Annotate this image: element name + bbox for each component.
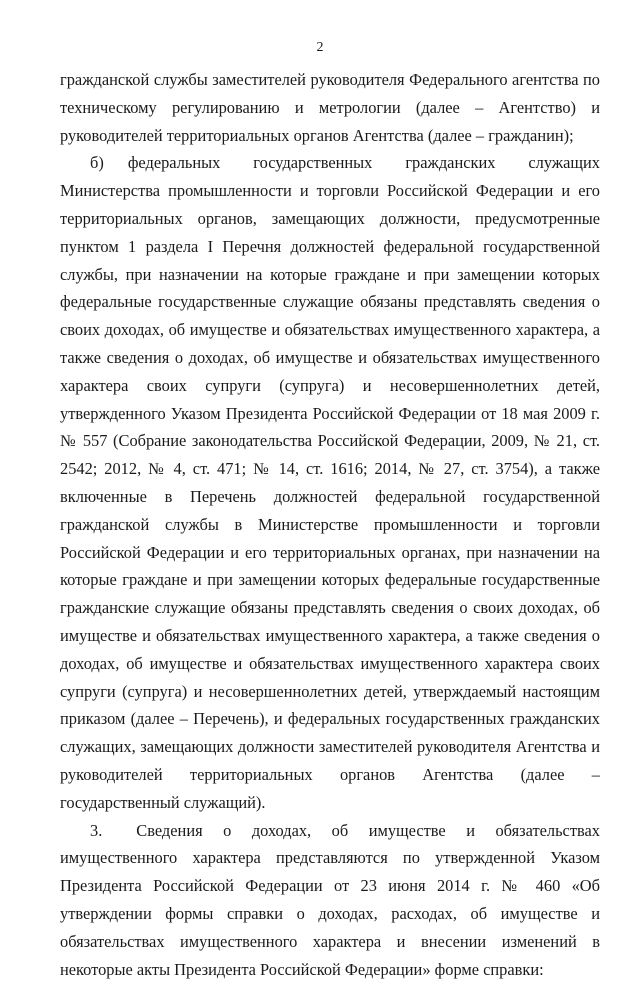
paragraph-item-b <box>60 149 600 816</box>
list-marker: 3. <box>90 820 103 840</box>
list-marker: б) <box>90 153 104 173</box>
paragraph-item-3 <box>60 817 600 983</box>
paragraph-continuation <box>60 66 600 149</box>
paragraph-text: федеральных государственных гражданских служащих Министерства промышленности и торговли Российской Федерации и его территориальных органов, замещающих должности, предусмотренные пунктом 1 раздела I Перечня должностей федеральной государственной службы, при назначении на которые граждане и при замещении которых федеральные государственные служащие обязаны представлять сведения о своих доходах, об имуществе и обязательствах имущественного характера, а также сведения о доходах, об имуществе и обязательствах имущественного характера своих супруги (супруга) и несовершеннолетних детей, утвержденного Указом Президента Российской Федерации от 18 мая 2009 г. № 557 (Собрание законодательства Российской Федерации, 2009, № 21, ст. 2542; 2012, № 4, ст. 471; № 14, ст. 1616; 2014, № 27, ст. 3754), а также включенные в Перечень должностей федеральной государственной гражданской службы в Министерстве промышленности и торговли Российской Федерации и его территориальных органах, при назначении на которые граждане и при замещении которых федеральные государственные гражданские служащие обязаны представлять сведения о своих доходах, об имуществе и обязательствах имущественного характера, а также сведения о доходах, об имуществе и обязательствах имущественного характера своих супруги (супруга) и несовершеннолетних детей, утверждаемый настоящим приказом (далее – Перечень), и федеральных государственных гражданских служащих, замещающих должности заместителей руководителя Агентства и руководителей территориальных органов Агентства (далее – государственный служащий). <box>60 153 600 812</box>
paragraph-text: Сведения о доходах, об имуществе и обязательствах имущественного характера представляются по утвержденной Указом Президента Российской Федерации от 23 июня 2014 г. № 460 «Об утверждении формы справки о доходах, расходах, об имуществе и обязательствах имущественного характера и внесении изменений в некоторые акты Президента Российской Федерации» форме справки: <box>60 820 600 979</box>
paragraph-text: гражданской службы заместителей руководителя Федерального агентства по техническому регулированию и метрологии (далее – Агентство) и руководителей территориальных органов Агентства (далее – гражданин); <box>60 70 600 145</box>
document-body <box>60 66 600 983</box>
page-number: 2 <box>316 40 324 55</box>
